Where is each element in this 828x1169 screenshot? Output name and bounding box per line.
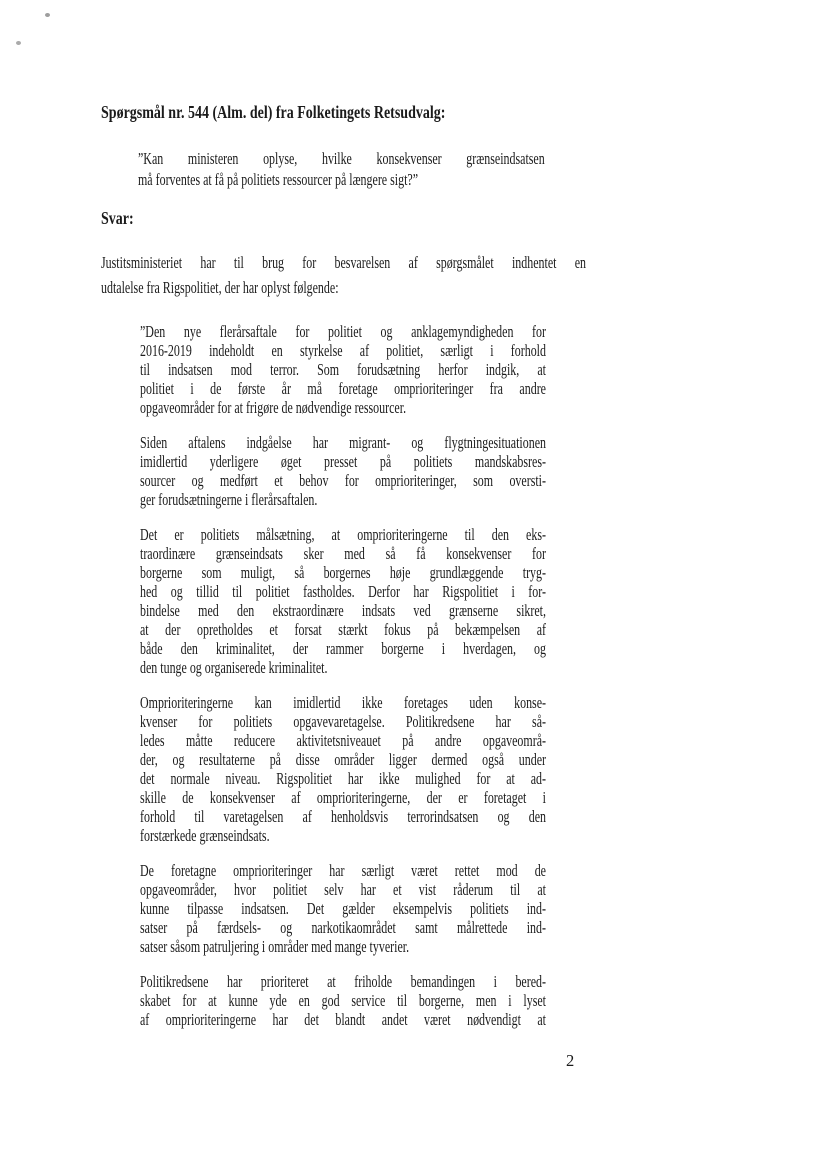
statement-paragraph-2: Siden aftalens indgåelse har migrant- og flygtningesituationen imidlertid yderligere øget presset på politiets mandskabsres- sourcer og medført et behov for omprioriteringer, som oversti- ger forudsætningerne i flerårsaftalen. <box>140 433 546 509</box>
scan-speck <box>45 13 50 17</box>
statement-paragraph-4: Omprioriteringerne kan imidlertid ikke foretages uden konse- kvenser for politiets opgavevaretagelse. Politikredsene har så- ledes måtte reducere aktivitetsniveauet på andre opgaveområ- der, og resultaterne på disse områder ligger dermed også under det normale niveau. Rigspolitiet har ikke mulighed for at ad- skille de konsekvenser af omprioriteringerne, der er foretaget i forhold til varetagelsen af henholdsvis terrorindsatsen og den forstærkede grænseindsats. <box>140 693 546 845</box>
statement-paragraph-5: De foretagne omprioriteringer har særligt været rettet mod de opgaveområder, hvor politiet selv har et vist råderum til at kunne tilpasse indsatsen. Det gælder eksempelvis politiets ind- satser på færdsels- og narkotikaområdet samt målrettede ind- satser såsom patruljering i områder med mange tyverier. <box>140 861 546 956</box>
intro-paragraph: Justitsministeriet har til brug for besvarelsen af spørgsmålet indhentet en udtalelse fra Rigspolitiet, der har oplyst følgende: <box>101 253 587 297</box>
question-quote: ”Kan ministeren oplyse, hvilke konsekvenser grænseindsatsen må forventes at få på politiets ressourcer på længere sigt?” <box>138 149 545 189</box>
page-number: 2 <box>566 1051 575 1070</box>
statement-paragraph-3: Det er politiets målsætning, at omprioriteringerne til den eks- traordinære grænseindsats sker med så få konsekvenser for borgerne som muligt, så borgernes høje grundlæggende tryg- hed og tillid til politiet fastholdes. Derfor har Rigspolitiet i for- bindelse med den ekstraordinære indsats ved grænserne sikret, at der opretholdes et forsat stærkt fokus på bekæmpelsen af både den kriminalitet, der rammer borgerne i hverdagen, og den tunge og organiserede kriminalitet. <box>140 525 546 677</box>
scan-speck <box>16 41 21 45</box>
statement-paragraph-6: Politikredsene har prioriteret at friholde bemandingen i bered- skabet for at kunne yde en god service til borgerne, men i lyset af omprioriteringerne har det blandt andet været nødvendigt at <box>140 972 546 1029</box>
statement-paragraph-1: ”Den nye flerårsaftale for politiet og anklagemyndigheden for 2016-2019 indeholdt en styrkelse af politiet, særligt i forhold til indsatsen mod terror. Som forudsætning herfor indgik, at politiet i de første år må foretage omprioriteringer fra andre opgaveområder for at frigøre de nødvendige ressourcer. <box>140 322 546 417</box>
question-heading: Spørgsmål nr. 544 (Alm. del) fra Folketingets Retsudvalg: <box>101 102 446 122</box>
answer-label: Svar: <box>101 208 134 228</box>
rigspolitiet-statement <box>140 322 546 1029</box>
